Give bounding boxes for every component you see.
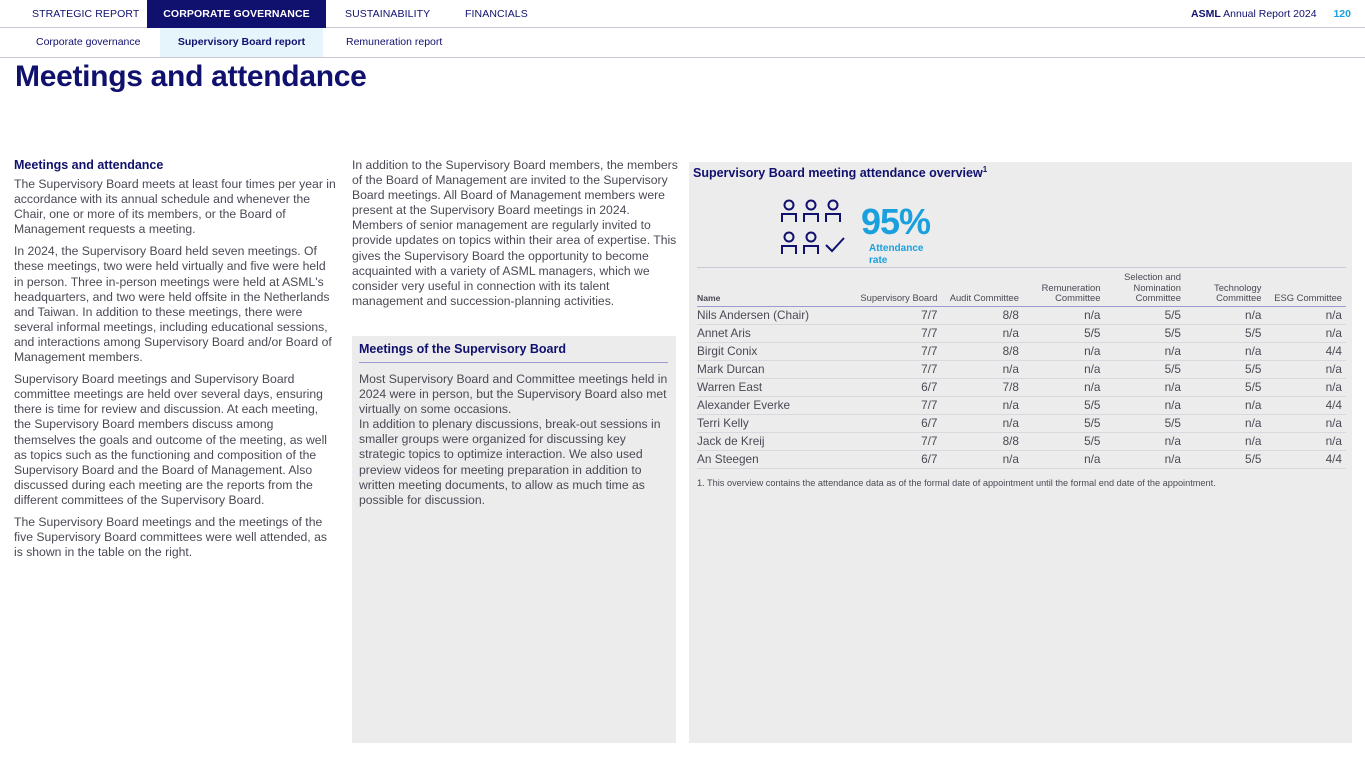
table-row (697, 360, 1346, 378)
attendance-cell: n/a (1185, 414, 1265, 432)
box-paragraph-part: In addition to plenary discussions, break-out sessions in smaller groups were organized for discussing key strategic topics to optimize interaction. We also used preview videos for meeting preparation in addition to written meeting documents, to allow as much time as possible for discussion. (359, 417, 661, 507)
attendance-cell: n/a (941, 414, 1023, 432)
column-header: Name (697, 268, 848, 307)
attendance-rate-value: 95% (861, 201, 931, 242)
attendance-cell: n/a (1185, 342, 1265, 360)
attendance-cell: 7/7 (848, 324, 942, 342)
attendance-cell: n/a (1185, 396, 1265, 414)
table-row (697, 396, 1346, 414)
attendance-cell: 5/5 (1185, 378, 1265, 396)
table-row (697, 450, 1346, 468)
member-name-cell: Terri Kelly (697, 414, 848, 432)
attendance-title-text: Supervisory Board meeting attendance overview (693, 166, 983, 180)
attendance-cell: 8/8 (941, 342, 1023, 360)
sub-navigation (0, 28, 1365, 58)
attendance-cell: n/a (1023, 306, 1105, 324)
nav-tab-corporate-governance[interactable]: CORPORATE GOVERNANCE (147, 0, 326, 28)
table-row (697, 342, 1346, 360)
attendance-cell: n/a (1265, 378, 1346, 396)
attendance-cell: 7/7 (848, 342, 942, 360)
paragraph: The Supervisory Board meetings and the meetings of the five Supervisory Board committees were well attended, as is shown in the table on the right. (14, 514, 327, 560)
column-header: Supervisory Board (848, 268, 942, 307)
member-name-cell: Nils Andersen (Chair) (697, 306, 848, 324)
attendance-cell: 5/5 (1104, 360, 1184, 378)
member-name-cell: Mark Durcan (697, 360, 848, 378)
attendance-cell: 4/4 (1265, 450, 1346, 468)
paragraph: The Supervisory Board meets at least four times per year in accordance with its annual schedule and whenever the Chair, one or more of its members, or the Board of Management requests a meeting. (14, 177, 336, 237)
table-row (697, 414, 1346, 432)
attendance-cell: 4/4 (1265, 396, 1346, 414)
paragraph: In 2024, the Supervisory Board held seven meetings. Of these meetings, two were held virtually and five were held in person. Three in-person meetings were held at ASML's headquarters, and two were held offsite in the Netherlands and Taiwan. In addition to these meetings, there were several informal meetings, including educational sessions, and interactions among Supervisory Board and/or Board of Management members. (14, 244, 332, 365)
meetings-of-supervisory-board-box (352, 336, 676, 743)
attendance-cell: 7/7 (848, 396, 942, 414)
attendance-cell: n/a (1104, 432, 1184, 450)
subnav-tab-corporate-governance[interactable]: Corporate governance (36, 36, 141, 48)
attendance-cell: 5/5 (1023, 324, 1105, 342)
attendance-cell: n/a (1265, 414, 1346, 432)
attendance-cell: n/a (1185, 432, 1265, 450)
subnav-tab-remuneration-report[interactable]: Remuneration report (346, 36, 443, 48)
table-row (697, 432, 1346, 450)
report-title: Annual Report 2024 (1223, 8, 1317, 20)
page-number: 120 (1333, 8, 1351, 20)
attendance-cell: n/a (1265, 432, 1346, 450)
attendance-cell: 7/7 (848, 432, 942, 450)
meetings-text-column (14, 158, 336, 567)
table-footnote: 1. This overview contains the attendance data as of the formal date of appointment until the formal end date of the appointment. (697, 478, 1216, 488)
paragraph: Supervisory Board meetings and Supervisory Board committee meetings are held over several days, ensuring there is time for review and discussion. At each meeting, the Supervisory Board members discuss among themselves the goals and outcome of the meeting, as well as topics such as the functioning and composition of the Supervisory Board and the Board of Management. Also discussed during each meeting are the reports from the different committees of the Supervisory Board. (14, 372, 327, 507)
attendance-cell: n/a (1104, 396, 1184, 414)
report-brandline (1191, 0, 1351, 28)
column-header: Remuneration Committee (1023, 268, 1105, 307)
member-name-cell: An Steegen (697, 450, 848, 468)
attendance-cell: n/a (941, 396, 1023, 414)
attendance-rate-label: Attendance rate (869, 243, 924, 266)
attendance-cell: 5/5 (1023, 396, 1105, 414)
nav-tab-strategic-report[interactable]: STRATEGIC REPORT (32, 8, 140, 20)
board-of-management-paragraph: In addition to the Supervisory Board members, the members of the Board of Management are invited to the Supervisory Board meetings. All Board of Management members were present at the Supervisory Board meetings in 2024. Members of senior management are regularly invited to provide updates on topics within their area of expertise. This gives the Supervisory Board the opportunity to become acquainted with a variety of ASML managers, which we consider very useful in connection with its talent management and succession-planning activities. (352, 158, 678, 308)
attendance-cell: n/a (1023, 378, 1105, 396)
attendance-table (697, 267, 1346, 469)
attendance-cell: 5/5 (1023, 432, 1105, 450)
attendance-cell: 6/7 (848, 378, 942, 396)
attendance-cell: 6/7 (848, 450, 942, 468)
attendance-cell: 6/7 (848, 414, 942, 432)
attendance-cell: 5/5 (1104, 324, 1184, 342)
footnote-marker: 1 (982, 164, 988, 174)
attendance-cell: n/a (1185, 306, 1265, 324)
column-header: Audit Committee (941, 268, 1023, 307)
attendance-cell: 7/8 (941, 378, 1023, 396)
attendance-cell: 5/5 (1104, 414, 1184, 432)
attendance-cell: 8/8 (941, 432, 1023, 450)
member-name-cell: Birgit Conix (697, 342, 848, 360)
attendance-cell: n/a (941, 324, 1023, 342)
attendance-cell: 7/7 (848, 360, 942, 378)
table-row (697, 324, 1346, 342)
member-name-cell: Jack de Kreij (697, 432, 848, 450)
table-header-row (697, 268, 1346, 307)
attendance-cell: 8/8 (941, 306, 1023, 324)
column-header: ESG Committee (1265, 268, 1346, 307)
attendance-cell: n/a (1104, 342, 1184, 360)
top-navigation (0, 0, 1365, 28)
section-heading: Meetings and attendance (14, 158, 164, 172)
people-check-icon (781, 198, 847, 256)
box-heading: Meetings of the Supervisory Board (359, 342, 668, 363)
attendance-cell: n/a (941, 450, 1023, 468)
attendance-cell: 5/5 (1185, 360, 1265, 378)
attendance-cell: 4/4 (1265, 342, 1346, 360)
member-name-cell: Alexander Everke (697, 396, 848, 414)
member-name-cell: Annet Aris (697, 324, 848, 342)
attendance-cell: n/a (1023, 360, 1105, 378)
attendance-cell: n/a (1104, 450, 1184, 468)
attendance-cell: 5/5 (1104, 306, 1184, 324)
attendance-cell: 5/5 (1185, 324, 1265, 342)
subnav-tab-supervisory-board-report[interactable]: Supervisory Board report (160, 28, 323, 57)
page-title: Meetings and attendance (15, 60, 367, 93)
nav-tab-financials[interactable]: FINANCIALS (465, 8, 528, 20)
attendance-cell: n/a (941, 360, 1023, 378)
member-name-cell: Warren East (697, 378, 848, 396)
table-row (697, 306, 1346, 324)
attendance-overview-panel (689, 162, 1352, 743)
attendance-cell: n/a (1265, 306, 1346, 324)
attendance-cell: 5/5 (1185, 450, 1265, 468)
attendance-table-body (697, 306, 1346, 468)
nav-tab-sustainability[interactable]: SUSTAINABILITY (345, 8, 431, 20)
column-header: Technology Committee (1185, 268, 1265, 307)
attendance-cell: n/a (1265, 324, 1346, 342)
attendance-cell: n/a (1104, 378, 1184, 396)
attendance-cell: n/a (1023, 450, 1105, 468)
attendance-cell: n/a (1265, 360, 1346, 378)
box-paragraph (359, 372, 668, 508)
brand-name: ASML (1191, 8, 1221, 20)
box-paragraph-part: Most Supervisory Board and Committee meetings held in 2024 were in person, but the Supervisory Board also met virtually on some occasions. (359, 372, 668, 417)
attendance-cell: n/a (1023, 342, 1105, 360)
table-row (697, 378, 1346, 396)
attendance-cell: 5/5 (1023, 414, 1105, 432)
attendance-cell: 7/7 (848, 306, 942, 324)
column-header: Selection and Nomination Committee (1104, 268, 1184, 307)
attendance-title (693, 166, 987, 180)
